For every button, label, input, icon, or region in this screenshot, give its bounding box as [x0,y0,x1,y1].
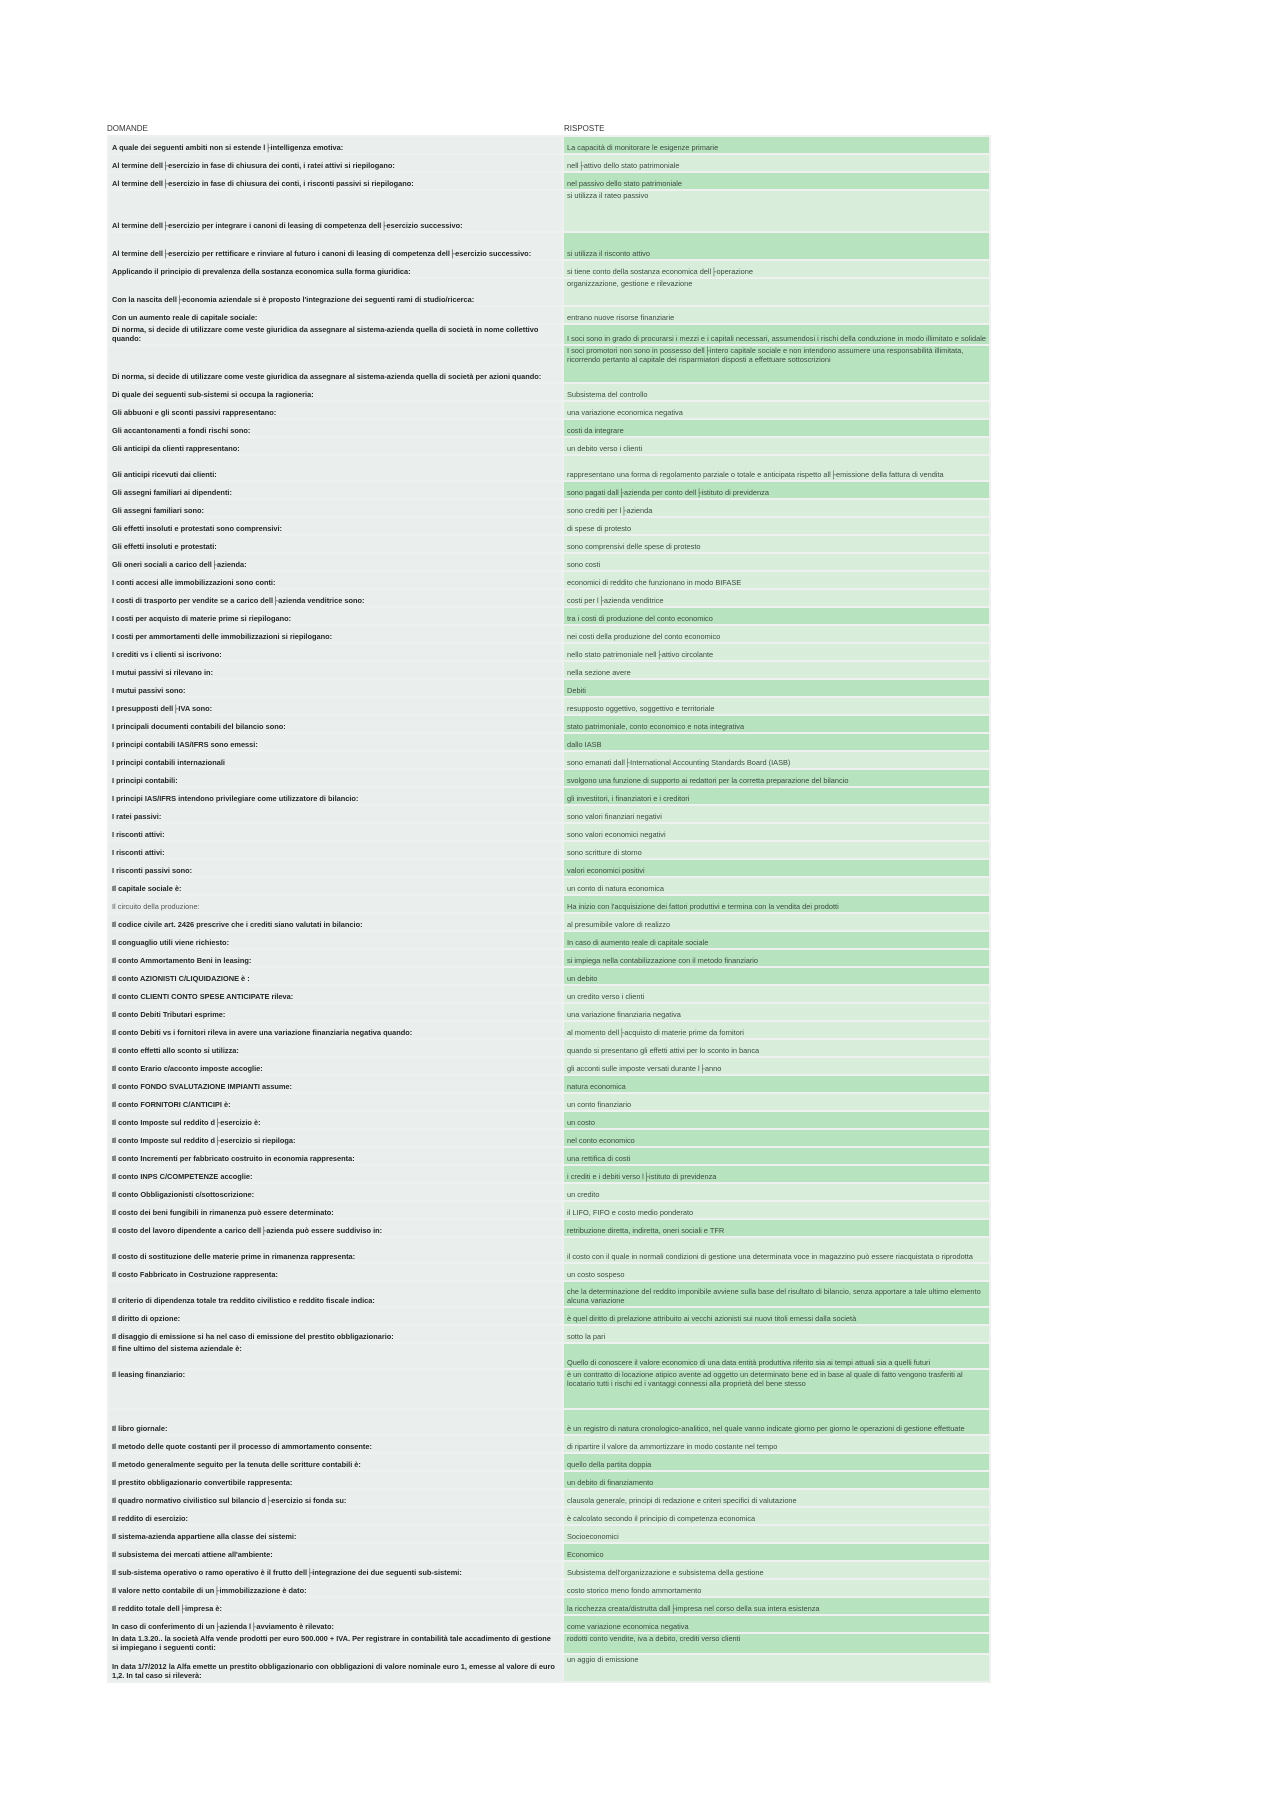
table-row [108,383,990,401]
question-cell: Il conto Obbligazionisti c/sottoscrizione: [108,1183,563,1201]
table-row [108,455,990,481]
answer-cell: stato patrimoniale, conto economico e nota integrativa [563,715,990,733]
answer-cell: gli investitori, i finanziatori e i creditori [563,787,990,805]
answer-cell: quando si presentano gli effetti attivi per lo sconto in banca [563,1039,990,1057]
question-cell: Il conto AZIONISTI C/LIQUIDAZIONE è : [108,967,563,985]
question-cell: A quale dei seguenti ambiti non si estende l├intelligenza emotiva: [108,136,563,154]
qa-table [107,135,991,1683]
question-cell: Gli anticipi ricevuti dai clienti: [108,455,563,481]
question-cell: Di norma, si decide di utilizzare come veste giuridica da assegnare al sistema-azienda quella di società per azioni quando: [108,345,563,383]
table-row [108,1409,990,1435]
table-row [108,1615,990,1633]
question-cell: Con la nascita dell├economia aziendale si è proposto l'integrazione dei seguenti rami di studio/ricerca: [108,278,563,306]
question-cell: I costi per ammortamenti delle immobilizzazioni si riepilogano: [108,625,563,643]
answer-cell: entrano nuove risorse finanziarie [563,306,990,324]
answer-cell: Socioeconomici [563,1525,990,1543]
table-row [108,1525,990,1543]
answer-cell: nel passivo dello stato patrimoniale [563,172,990,190]
answer-cell: Debiti [563,679,990,697]
question-cell: I mutui passivi si rilevano in: [108,661,563,679]
table-row [108,967,990,985]
answer-cell: Quello di conoscere il valore economico di una data entità produttiva riferito sia ai tempi attuali sia a quelli futuri [563,1343,990,1369]
question-cell: Il codice civile art. 2426 prescrive che i crediti siano valutati in bilancio: [108,913,563,931]
question-cell: Gli effetti insoluti e protestati: [108,535,563,553]
answer-cell: sono comprensivi delle spese di protesto [563,535,990,553]
table-row [108,787,990,805]
question-cell: Il conto Debiti Tributari esprime: [108,1003,563,1021]
table-row [108,535,990,553]
question-cell: Il conto Ammortamento Beni in leasing: [108,949,563,967]
answer-cell: svolgono una funzione di supporto ai redattori per la corretta preparazione del bilancio [563,769,990,787]
table-row [108,154,990,172]
table-row [108,949,990,967]
table-row [108,913,990,931]
table-row [108,401,990,419]
answer-cell: è un contratto di locazione atipico avente ad oggetto un determinato bene ed in base al quale di fatto vengono trasferiti al locatario tutti i rischi ed i vantaggi connessi alla proprietà del bene stesso [563,1369,990,1409]
question-cell: Il circuito della produzione: [108,895,563,913]
table-row [108,1237,990,1263]
question-cell: I crediti vs i clienti si iscrivono: [108,643,563,661]
table-row [108,1343,990,1369]
table-row [108,306,990,324]
answer-cell: I soci promotori non sono in possesso dell├intero capitale sociale e non intendono assumere una responsabilità illimitata, ricorrendo pertanto al capitale dei risparmiatori disposti a effettuare sottoscrizioni [563,345,990,383]
table-row [108,643,990,661]
table-row [108,1219,990,1237]
table-row [108,877,990,895]
question-cell: I presupposti dell├IVA sono: [108,697,563,715]
answer-cell: si utilizza il rateo passivo [563,190,990,232]
question-cell: I risconti attivi: [108,823,563,841]
answer-cell: nella sezione avere [563,661,990,679]
question-cell: Il libro giornale: [108,1409,563,1435]
answer-cell: come variazione economica negativa [563,1615,990,1633]
table-row [108,1057,990,1075]
question-cell: Il conto effetti allo sconto si utilizza: [108,1039,563,1057]
table-row [108,232,990,260]
question-cell: In caso di conferimento di un├azienda l├avviamento è rilevato: [108,1615,563,1633]
answer-cell: la ricchezza creata/distrutta dall├impresa nel corso della sua intera esistenza [563,1597,990,1615]
answer-cell: natura economica [563,1075,990,1093]
question-cell: Gli anticipi da clienti rappresentano: [108,437,563,455]
answer-cell: si tiene conto della sostanza economica dell├operazione [563,260,990,278]
answer-cell: dallo IASB [563,733,990,751]
table-row [108,895,990,913]
answer-cell: Economico [563,1543,990,1561]
table-row [108,278,990,306]
question-cell: Il conto Imposte sul reddito d├esercizio è: [108,1111,563,1129]
table-row [108,260,990,278]
table-row [108,1075,990,1093]
table-row [108,499,990,517]
question-cell: I costi di trasporto per vendite se a carico dell├azienda venditrice sono: [108,589,563,607]
question-cell: Al termine dell├esercizio in fase di chiusura dei conti, i risconti passivi si riepilogano: [108,172,563,190]
table-row [108,841,990,859]
table-row [108,437,990,455]
answer-cell: Subsistema dell'organizzazione e subsistema della gestione [563,1561,990,1579]
question-cell: Il sub-sistema operativo o ramo operativo è il frutto dell├integrazione dei due seguenti sub-sistemi: [108,1561,563,1579]
answer-cell: è quel diritto di prelazione attribuito ai vecchi azionisti sui nuovi titoli emessi dalla società [563,1307,990,1325]
table-row [108,805,990,823]
question-cell: Il leasing finanziario: [108,1369,563,1409]
table-row [108,733,990,751]
answer-cell: clausola generale, principi di redazione e criteri specifici di valutazione [563,1489,990,1507]
answer-cell: sotto la pari [563,1325,990,1343]
table-row [108,1003,990,1021]
question-cell: Il conto Imposte sul reddito d├esercizio si riepiloga: [108,1129,563,1147]
answer-cell: il LIFO, FIFO e costo medio ponderato [563,1201,990,1219]
table-row [108,985,990,1003]
table-row [108,1633,990,1654]
table-row [108,345,990,383]
question-cell: I principi contabili IAS/IFRS sono emessi: [108,733,563,751]
question-cell: Il costo del lavoro dipendente a carico dell├azienda può essere suddiviso in: [108,1219,563,1237]
answer-cell: una rettifica di costi [563,1147,990,1165]
table-row [108,931,990,949]
table-row [108,1129,990,1147]
question-cell: Il valore netto contabile di un├immobilizzazione è dato: [108,1579,563,1597]
answer-cell: un credito verso i clienti [563,985,990,1003]
question-cell: Il criterio di dipendenza totale tra reddito civilistico e reddito fiscale indica: [108,1281,563,1307]
answer-cell: un conto finanziario [563,1093,990,1111]
questions-header: DOMANDE [107,124,148,133]
table-row [108,1489,990,1507]
question-cell: Il reddito di esercizio: [108,1507,563,1525]
answer-cell: si utilizza il risconto attivo [563,232,990,260]
question-cell: I conti accesi alle immobilizzazioni sono conti: [108,571,563,589]
answer-cell: Ha inizio con l'acquisizione dei fattori produttivi e termina con la vendita dei prodotti [563,895,990,913]
answer-cell: nello stato patrimoniale nell├attivo circolante [563,643,990,661]
question-cell: Il diritto di opzione: [108,1307,563,1325]
table-row [108,1453,990,1471]
table-row [108,481,990,499]
answer-cell: costi da integrare [563,419,990,437]
answer-cell: una variazione finanziaria negativa [563,1003,990,1021]
table-row [108,172,990,190]
answer-cell: di spese di protesto [563,517,990,535]
table-row [108,607,990,625]
table-row [108,1579,990,1597]
answer-cell: sono pagati dall├azienda per conto dell├istituto di previdenza [563,481,990,499]
table-row [108,1093,990,1111]
question-cell: Il fine ultimo del sistema aziendale è: [108,1343,563,1369]
answer-cell: un debito verso i clienti [563,437,990,455]
answer-cell: un aggio di emissione [563,1654,990,1682]
question-cell: Il conto INPS C/COMPETENZE accoglie: [108,1165,563,1183]
table-row [108,769,990,787]
answer-cell: sono costi [563,553,990,571]
answer-cell: un debito [563,967,990,985]
table-row [108,419,990,437]
table-row [108,1471,990,1489]
question-cell: Gli abbuoni e gli sconti passivi rappresentano: [108,401,563,419]
question-cell: Il conto Incrementi per fabbricato costruito in economia rappresenta: [108,1147,563,1165]
question-cell: Gli effetti insoluti e protestati sono comprensivi: [108,517,563,535]
question-cell: Il costo di sostituzione delle materie prime in rimanenza rappresenta: [108,1237,563,1263]
answer-cell: retribuzione diretta, indiretta, oneri sociali e TFR [563,1219,990,1237]
table-row [108,625,990,643]
column-headers [107,119,989,135]
answer-cell: rodotti conto vendite, iva a debito, crediti verso clienti [563,1633,990,1654]
answer-cell: gli acconti sulle imposte versati durante l├anno [563,1057,990,1075]
table-row [108,324,990,345]
table-row [108,517,990,535]
answer-cell: valori economici positivi [563,859,990,877]
table-row [108,1561,990,1579]
question-cell: Con un aumento reale di capitale sociale: [108,306,563,324]
question-cell: In data 1.3.20.. la società Alfa vende prodotti per euro 500.000 + IVA. Per registrare in contabilità tale accadimento di gestione si impiegano i seguenti conti: [108,1633,563,1654]
question-cell: Il costo dei beni fungibili in rimanenza può essere determinato: [108,1201,563,1219]
question-cell: I costi per acquisto di materie prime si riepilogano: [108,607,563,625]
answer-cell: costo storico meno fondo ammortamento [563,1579,990,1597]
table-row [108,553,990,571]
question-cell: Il conto Debiti vs i fornitori rileva in avere una variazione finanziaria negativa quando: [108,1021,563,1039]
table-row [108,1307,990,1325]
table-row [108,751,990,769]
answer-cell: un conto di natura economica [563,877,990,895]
question-cell: Gli assegni familiari ai dipendenti: [108,481,563,499]
answer-cell: un credito [563,1183,990,1201]
answer-cell: nell├attivo dello stato patrimoniale [563,154,990,172]
question-cell: Al termine dell├esercizio per rettificare e rinviare al futuro i canoni di leasing di competenza dell├esercizio successivo: [108,232,563,260]
table-row [108,571,990,589]
table-row [108,715,990,733]
answer-cell: In caso di aumento reale di capitale sociale [563,931,990,949]
table-row [108,1654,990,1682]
answer-cell: nel conto economico [563,1129,990,1147]
question-cell: I principi contabili internazionali [108,751,563,769]
question-cell: I principi contabili: [108,769,563,787]
question-cell: Il sistema-azienda appartiene alla classe dei sistemi: [108,1525,563,1543]
table-row [108,823,990,841]
answer-cell: è calcolato secondo il principio di competenza economica [563,1507,990,1525]
answer-cell: sono crediti per l├azienda [563,499,990,517]
question-cell: Gli oneri sociali a carico dell├azienda: [108,553,563,571]
question-cell: Il reddito totale dell├impresa è: [108,1597,563,1615]
answer-cell: resupposto oggettivo, soggettivo e territoriale [563,697,990,715]
answer-cell: tra i costi di produzione del conto economico [563,607,990,625]
question-cell: I principali documenti contabili del bilancio sono: [108,715,563,733]
answer-cell: una variazione economica negativa [563,401,990,419]
table-row [108,1183,990,1201]
answer-cell: di ripartire il valore da ammortizzare in modo costante nel tempo [563,1435,990,1453]
question-cell: Il metodo delle quote costanti per il processo di ammortamento consente: [108,1435,563,1453]
table-row [108,1281,990,1307]
table-row [108,190,990,232]
question-cell: I risconti passivi sono: [108,859,563,877]
answer-cell: i crediti e i debiti verso l├istituto di previdenza [563,1165,990,1183]
answer-cell: il costo con il quale in normali condizioni di gestione una determinata voce in magazzino può essere riacquistata o riprodotta [563,1237,990,1263]
answer-cell: un costo [563,1111,990,1129]
answer-cell: La capacità di monitorare le esigenze primarie [563,136,990,154]
table-row [108,1435,990,1453]
answer-cell: un debito di finanziamento [563,1471,990,1489]
table-row [108,697,990,715]
table-row [108,1039,990,1057]
question-cell: Il conguaglio utili viene richiesto: [108,931,563,949]
table-row [108,1543,990,1561]
answer-cell: sono scritture di storno [563,841,990,859]
question-cell: Il prestito obbligazionario convertibile rappresenta: [108,1471,563,1489]
table-row [108,1111,990,1129]
answer-cell: un costo sospeso [563,1263,990,1281]
question-cell: Il conto Erario c/acconto imposte accoglie: [108,1057,563,1075]
answer-cell: rappresentano una forma di regolamento parziale o totale e anticipata rispetto all├emissione della fattura di vendita [563,455,990,481]
table-row [108,661,990,679]
question-cell: Di quale dei seguenti sub-sistemi si occupa la ragioneria: [108,383,563,401]
question-cell: I risconti attivi: [108,841,563,859]
question-cell: Di norma, si decide di utilizzare come veste giuridica da assegnare al sistema-azienda quella di società in nome collettivo quando: [108,324,563,345]
answer-cell: sono valori finanziari negativi [563,805,990,823]
answer-cell: al presumibile valore di realizzo [563,913,990,931]
question-cell: I ratei passivi: [108,805,563,823]
question-cell: Il quadro normativo civilistico sul bilancio d├esercizio si fonda su: [108,1489,563,1507]
question-cell: I principi IAS/IFRS intendono privilegiare come utilizzatore di bilancio: [108,787,563,805]
question-cell: In data 1/7/2012 la Alfa emette un prestito obbligazionario con obbligazioni di valore nominale euro 1, emesse al valore di euro 1,2. In tal caso si rileverà: [108,1654,563,1682]
answer-cell: che la determinazione del reddito imponibile avviene sulla base del risultato di bilancio, senza apportare a tale ultimo elemento alcuna variazione [563,1281,990,1307]
answer-cell: Subsistema del controllo [563,383,990,401]
answer-cell: sono emanati dall├International Accounting Standards Board (IASB) [563,751,990,769]
question-cell: Gli accantonamenti a fondi rischi sono: [108,419,563,437]
table-row [108,1507,990,1525]
question-cell: Gli assegni familiari sono: [108,499,563,517]
question-cell: Il costo Fabbricato in Costruzione rappresenta: [108,1263,563,1281]
answer-cell: sono valori economici negativi [563,823,990,841]
qa-sheet [107,119,989,1683]
question-cell: Il conto FORNITORI C/ANTICIPI è: [108,1093,563,1111]
answer-cell: economici di reddito che funzionano in modo BIFASE [563,571,990,589]
answer-cell: nei costi della produzione del conto economico [563,625,990,643]
table-row [108,1597,990,1615]
question-cell: Il subsistema dei mercati attiene all'ambiente: [108,1543,563,1561]
table-row [108,1147,990,1165]
question-cell: Il conto CLIENTI CONTO SPESE ANTICIPATE rileva: [108,985,563,1003]
answer-cell: al momento dell├acquisto di materie prime da fornitori [563,1021,990,1039]
question-cell: Al termine dell├esercizio per integrare i canoni di leasing di competenza dell├esercizio successivo: [108,190,563,232]
question-cell: Il metodo generalmente seguito per la tenuta delle scritture contabili è: [108,1453,563,1471]
answer-cell: I soci sono in grado di procurarsi i mezzi e i capitali necessari, assumendosi i rischi della conduzione in modo illimitato e solidale [563,324,990,345]
table-row [108,1021,990,1039]
question-cell: Il capitale sociale è: [108,877,563,895]
answer-cell: costi per l├azienda venditrice [563,589,990,607]
answer-cell: si impiega nella contabilizzazione con il metodo finanziario [563,949,990,967]
table-row [108,1263,990,1281]
answer-cell: è un registro di natura cronologico-analitico, nel quale vanno indicate giorno per giorno le operazioni di gestione effettuate [563,1409,990,1435]
table-row [108,1165,990,1183]
table-row [108,1201,990,1219]
table-row [108,1369,990,1409]
question-cell: Il disaggio di emissione si ha nel caso di emissione del prestito obbligazionario: [108,1325,563,1343]
answer-cell: organizzazione, gestione e rilevazione [563,278,990,306]
table-row [108,1325,990,1343]
table-row [108,136,990,154]
question-cell: Al termine dell├esercizio in fase di chiusura dei conti, i ratei attivi si riepilogano: [108,154,563,172]
question-cell: I mutui passivi sono: [108,679,563,697]
table-row [108,589,990,607]
answer-cell: quello della partita doppia [563,1453,990,1471]
question-cell: Il conto FONDO SVALUTAZIONE IMPIANTI assume: [108,1075,563,1093]
question-cell: Applicando il principio di prevalenza della sostanza economica sulla forma giuridica: [108,260,563,278]
table-row [108,679,990,697]
table-row [108,859,990,877]
answers-header: RISPOSTE [564,124,605,133]
